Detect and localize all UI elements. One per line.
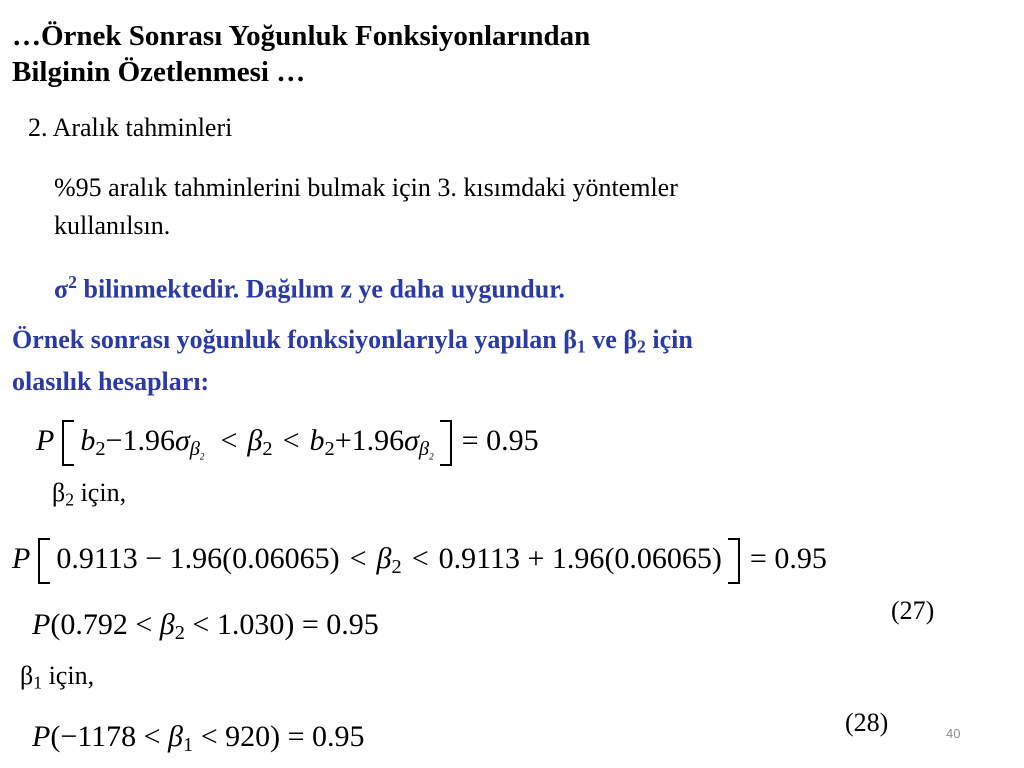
formula-plus-coef: +1.96	[334, 423, 405, 457]
formula-beta: β	[168, 720, 183, 753]
known-variance-text: bilinmektedir. Dağılım z ye daha uygundur.	[77, 274, 565, 304]
formula-b: b	[80, 423, 96, 457]
formula-beta: β	[376, 541, 392, 575]
beta1-lead	[20, 661, 94, 693]
formula-beta: β	[247, 423, 263, 457]
heading-post: için	[645, 325, 693, 354]
intro-text	[54, 169, 678, 245]
formula-less-than: <	[220, 423, 238, 457]
formula-se: (0.06065)	[604, 541, 722, 575]
formula-sigma-sub-index: 2	[199, 451, 205, 462]
intro-line1: %95 aralık tahminlerini bulmak için 3. kısımdaki yöntemler	[54, 173, 678, 202]
formula-right: < 920) = 0.95	[193, 720, 365, 753]
formula-right: < 1.030) = 0.95	[184, 608, 379, 641]
page-number: 40	[946, 726, 961, 741]
formula-equals: = 0.95	[461, 423, 539, 457]
formula-left: (−1178 <	[50, 720, 169, 753]
beta-sub-2: 2	[637, 336, 646, 357]
sigma-symbol: σ	[54, 274, 69, 304]
formula-beta-sub: 2	[174, 622, 185, 645]
right-bracket	[728, 538, 740, 584]
slide-title-line1: …Örnek Sonrası Yoğunluk Fonksiyonlarından	[12, 20, 591, 52]
formula-less-than: <	[349, 541, 367, 575]
beta-symbol: β	[563, 325, 577, 354]
formula-beta-sub: 1	[183, 734, 194, 757]
formula-sigma-sub-beta: β	[418, 437, 430, 460]
formula-minus-coef: −1.96	[105, 423, 175, 457]
formula-p: P	[32, 720, 51, 753]
beta-symbol: β	[52, 478, 66, 507]
heading-mid: ve	[585, 325, 624, 354]
probability-heading-line1	[12, 322, 693, 364]
formula-p: P	[12, 541, 31, 575]
equation-number-28: (28)	[845, 708, 889, 737]
formula-sigma-sub-beta: β	[189, 437, 200, 460]
slide-title	[12, 18, 590, 90]
formula-upper-expr: 0.9113 + 1.96	[438, 541, 605, 575]
section-heading: 2. Aralık tahminleri	[28, 113, 233, 142]
formula-sigma: σ	[404, 423, 419, 457]
formula-p: P	[32, 608, 51, 641]
beta-symbol: β	[20, 661, 34, 690]
formula-less-than: <	[282, 423, 300, 457]
probability-heading	[12, 322, 693, 400]
left-bracket	[62, 420, 74, 466]
formula-left: (0.792 <	[50, 608, 160, 641]
beta2-lead	[52, 478, 126, 510]
formula-general-interval	[36, 420, 539, 466]
formula-sigma-sub-index: 2	[429, 451, 434, 462]
right-bracket	[440, 420, 452, 466]
formula-sub: 2	[95, 437, 106, 460]
beta-sub: 2	[65, 489, 75, 510]
formula-sigma-sub	[419, 438, 434, 460]
formula-sigma: σ	[174, 423, 190, 457]
formula-se: (0.06065)	[222, 541, 340, 575]
heading-pre: Örnek sonrası yoğunluk fonksiyonlarıyla yapılan	[12, 325, 564, 354]
lead-text: için,	[74, 478, 127, 507]
probability-heading-line2: olasılık hesapları:	[12, 367, 210, 397]
formula-equals: = 0.95	[749, 541, 827, 575]
beta-symbol: β	[623, 325, 638, 354]
formula-beta-sub: 2	[262, 437, 273, 460]
equation-number-27: (27)	[891, 596, 935, 625]
formula-p: P	[36, 423, 55, 457]
formula-beta2-result	[32, 608, 379, 645]
beta-sub: 1	[33, 672, 43, 693]
formula-sub: 2	[324, 437, 335, 460]
formula-beta2-numeric	[12, 538, 827, 584]
lead-text: için,	[42, 661, 95, 690]
formula-b: b	[309, 423, 325, 457]
formula-lower-expr: 0.9113 − 1.96	[56, 541, 223, 575]
formula-sigma-sub	[190, 438, 205, 460]
intro-line2: kullanılsın.	[54, 211, 171, 240]
formula-beta-sub: 2	[391, 555, 402, 578]
beta-sub-1: 1	[576, 336, 586, 357]
left-bracket	[38, 538, 50, 584]
sigma-exponent: 2	[68, 272, 77, 292]
known-variance-note	[54, 272, 565, 305]
formula-less-than: <	[411, 541, 429, 575]
formula-beta: β	[159, 608, 175, 641]
formula-beta1-result	[32, 720, 365, 757]
slide-title-line2: Bilginin Özetlenmesi …	[12, 56, 306, 88]
